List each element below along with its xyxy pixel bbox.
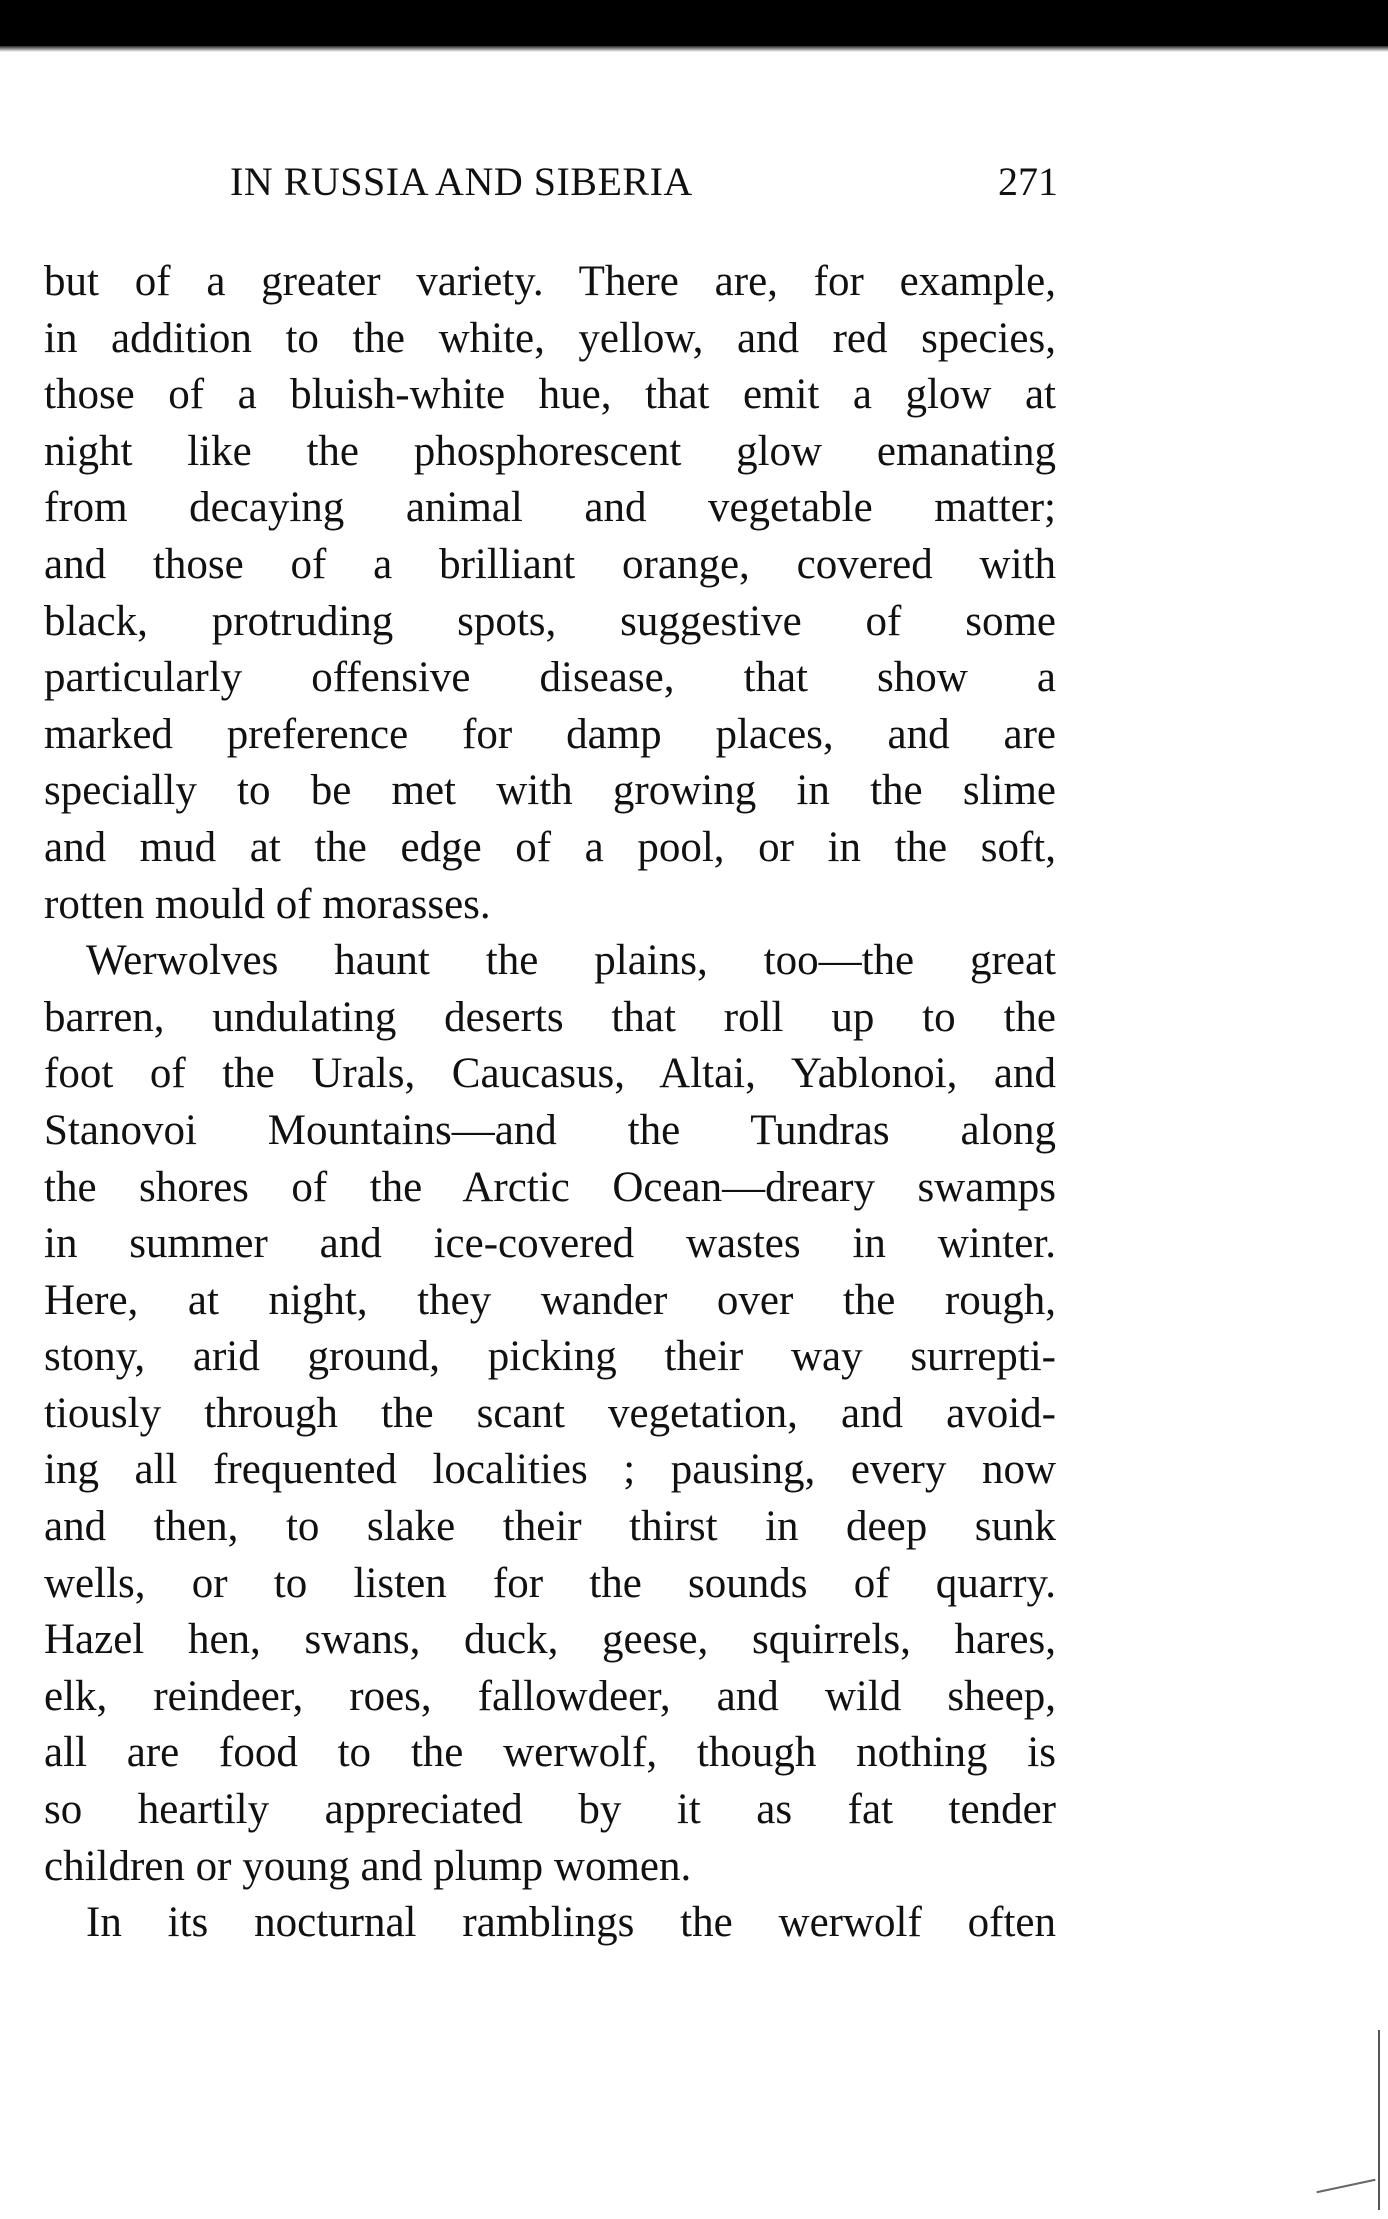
text-line: black, protruding spots, suggestive of some	[44, 597, 1056, 645]
text-line: Stanovoi Mountains—and the Tundras along	[44, 1106, 1056, 1154]
scan-right-edge-mark	[1378, 2030, 1380, 2210]
text-line: elk, reindeer, roes, fallowdeer, and wild sheep,	[44, 1672, 1056, 1720]
text-line: marked preference for damp places, and are	[44, 710, 1056, 758]
text-line: those of a bluish-white hue, that emit a glow at	[44, 371, 1056, 419]
text-line: but of a greater variety. There are, for example,	[44, 258, 1056, 305]
text-line: the shores of the Arctic Ocean—dreary swamps	[44, 1163, 1056, 1211]
paragraph-start-line: Werwolves haunt the plains, too—the great	[86, 937, 1056, 985]
text-line: and those of a brilliant orange, covered with	[44, 540, 1056, 588]
text-line: foot of the Urals, Caucasus, Altai, Yablonoi, and	[44, 1050, 1056, 1098]
text-line: wells, or to listen for the sounds of quarry.	[44, 1559, 1056, 1607]
text-line: stony, arid ground, picking their way surrepti-	[44, 1333, 1056, 1381]
text-line: ing all frequented localities ; pausing, every now	[44, 1446, 1056, 1494]
running-title: IN RUSSIA AND SIBERIA	[230, 159, 693, 204]
text-line: particularly offensive disease, that show a	[44, 654, 1056, 702]
body-text	[44, 254, 1056, 1952]
running-head	[230, 158, 1058, 218]
text-line: and mud at the edge of a pool, or in the soft,	[44, 823, 1056, 871]
text-line: in addition to the white, yellow, and red species,	[44, 314, 1056, 362]
text-line: from decaying animal and vegetable matter;	[44, 484, 1056, 532]
text-line: children or young and plump women.	[44, 1842, 692, 1890]
scan-top-border-shadow	[0, 46, 1388, 52]
paragraph-start-line: In its nocturnal ramblings the werwolf often	[86, 1899, 1056, 1947]
text-line: tiously through the scant vegetation, and avoid-	[44, 1389, 1056, 1437]
text-line: Here, at night, they wander over the rough,	[44, 1276, 1056, 1324]
scan-top-border	[0, 0, 1388, 46]
text-line: barren, undulating deserts that roll up to the	[44, 993, 1056, 1041]
text-line: in summer and ice-covered wastes in winter.	[44, 1220, 1056, 1268]
text-line: and then, to slake their thirst in deep sunk	[44, 1503, 1056, 1551]
page-number: 271	[998, 159, 1058, 204]
text-line: specially to be met with growing in the slime	[44, 767, 1056, 815]
text-line: so heartily appreciated by it as fat tender	[44, 1786, 1056, 1834]
text-line: rotten mould of morasses.	[44, 880, 491, 928]
text-line: night like the phosphorescent glow emanating	[44, 427, 1056, 475]
scan-corner-mark	[1316, 2179, 1375, 2193]
text-line: all are food to the werwolf, though nothing is	[44, 1729, 1056, 1777]
text-line: Hazel hen, swans, duck, geese, squirrels, hares,	[44, 1616, 1056, 1664]
